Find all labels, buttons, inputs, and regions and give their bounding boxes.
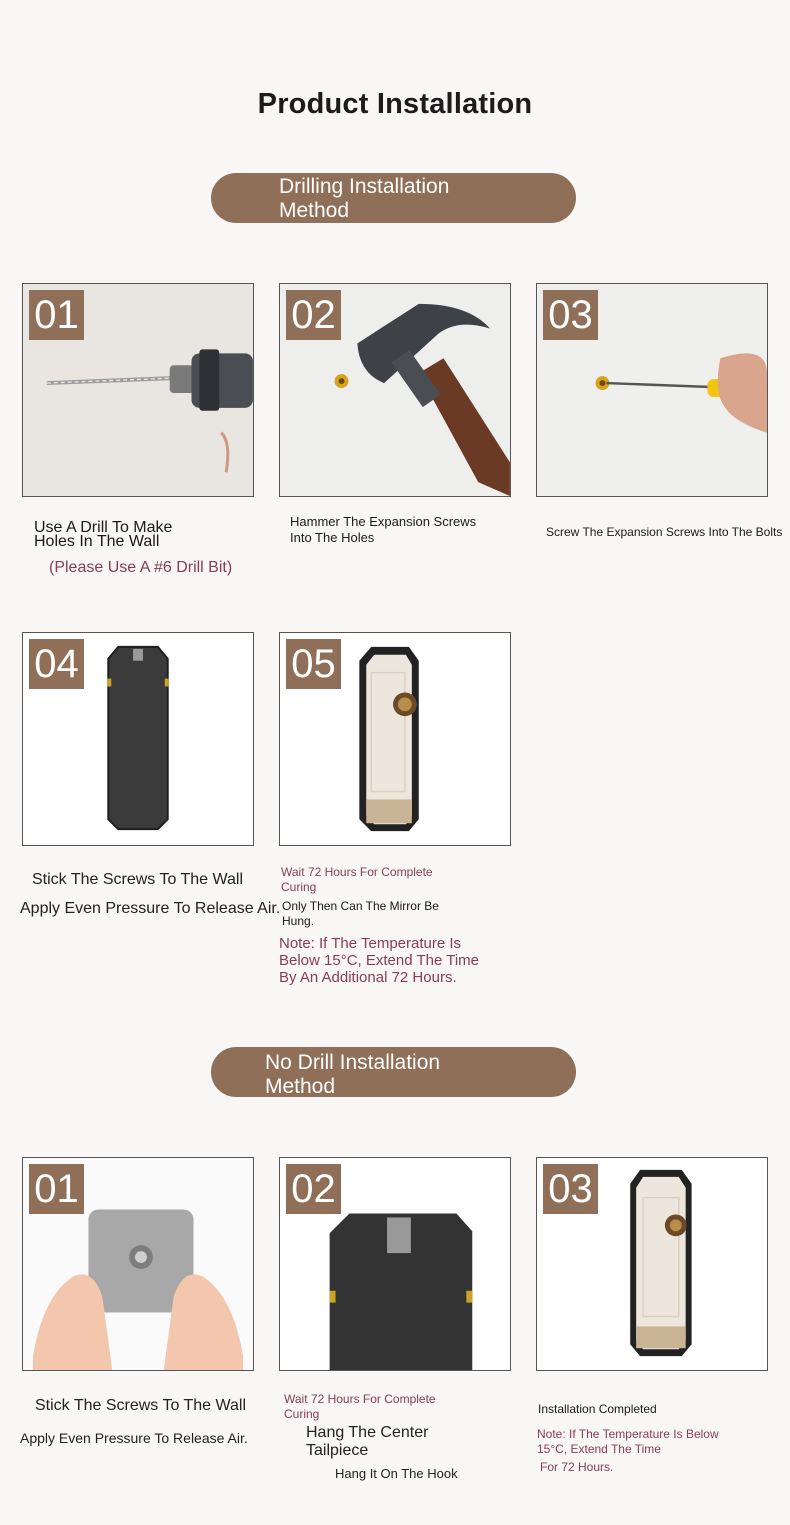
drill-temperature-note	[279, 935, 479, 986]
caption-line: Into The Holes	[290, 530, 375, 545]
drill-step-03-image	[536, 283, 768, 497]
step-number: 02	[286, 1164, 341, 1214]
step-number: 05	[286, 639, 341, 689]
drill-step-04-image	[22, 632, 254, 846]
caption-line: Use A Drill To Make	[34, 519, 173, 536]
wait-line: Curing	[281, 880, 317, 894]
drill-step-02-image	[279, 283, 511, 497]
nodrill-step-02-caption	[306, 1424, 428, 1460]
page-title: Product Installation	[257, 88, 533, 120]
caption-line: Hang The Center	[306, 1424, 429, 1441]
drilling-method-heading-text	[279, 175, 499, 223]
caption-line: Hammer The Expansion Screws	[290, 514, 477, 529]
nodrill-step-03-image	[536, 1157, 768, 1371]
drill-step-01-caption	[34, 521, 172, 549]
drilling-heading-label: Drilling Installation Method	[279, 175, 450, 222]
wait-line: Wait 72 Hours For Complete	[284, 1392, 436, 1406]
drill-step-05-caption	[282, 899, 439, 929]
nodrill-temperature-note	[537, 1427, 719, 1475]
step-number: 02	[286, 290, 341, 340]
step-number: 01	[29, 1164, 84, 1214]
nodrill-step-01-caption-line1: Stick The Screws To The Wall	[35, 1397, 247, 1414]
nodrill-step-01-caption-line2: Apply Even Pressure To Release Air.	[20, 1430, 248, 1446]
drill-step-01-image	[22, 283, 254, 497]
caption-line: Only Then Can The Mirror Be	[282, 899, 439, 913]
drill-step-05-image	[279, 632, 511, 846]
nodrill-step-03-caption: Installation Completed	[538, 1402, 657, 1416]
no-drill-heading-label: No Drill Installation Method	[265, 1051, 441, 1098]
step-number: 01	[29, 290, 84, 340]
no-drill-method-heading	[211, 1047, 576, 1097]
wait-line: Curing	[284, 1407, 320, 1421]
drill-step-02-caption	[290, 514, 476, 546]
drill-step-05-wait	[281, 865, 433, 895]
note-line: By An Additional 72 Hours.	[279, 969, 457, 986]
nodrill-step-02-wait	[284, 1392, 436, 1422]
note-line: Note: If The Temperature Is	[279, 935, 462, 952]
note-line: For 72 Hours.	[540, 1460, 614, 1474]
step-number: 03	[543, 1164, 598, 1214]
step-number: 03	[543, 290, 598, 340]
note-line: Below 15°C, Extend The Time	[279, 952, 479, 969]
wait-line: Wait 72 Hours For Complete	[281, 865, 433, 879]
drill-step-03-caption: Screw The Expansion Screws Into The Bolts	[546, 525, 783, 539]
step-number: 04	[29, 639, 84, 689]
nodrill-step-01-image	[22, 1157, 254, 1371]
caption-line: Holes In The Wall	[34, 533, 160, 550]
caption-line: Hung.	[282, 914, 315, 928]
caption-line: Tailpiece	[306, 1442, 369, 1459]
note-line: Note: If The Temperature Is Below	[537, 1427, 719, 1441]
drill-step-04-caption-line2: Apply Even Pressure To Release Air.	[20, 900, 281, 917]
drill-step-04-caption-line1: Stick The Screws To The Wall	[32, 871, 244, 888]
nodrill-step-02-image	[279, 1157, 511, 1371]
nodrill-step-02-hook: Hang It On The Hook	[335, 1466, 458, 1481]
drilling-method-heading	[211, 173, 576, 223]
note-line: 15°C, Extend The Time	[537, 1442, 661, 1456]
drill-bit-note: (Please Use A #6 Drill Bit)	[49, 559, 233, 576]
no-drill-method-heading-text	[265, 1051, 485, 1099]
